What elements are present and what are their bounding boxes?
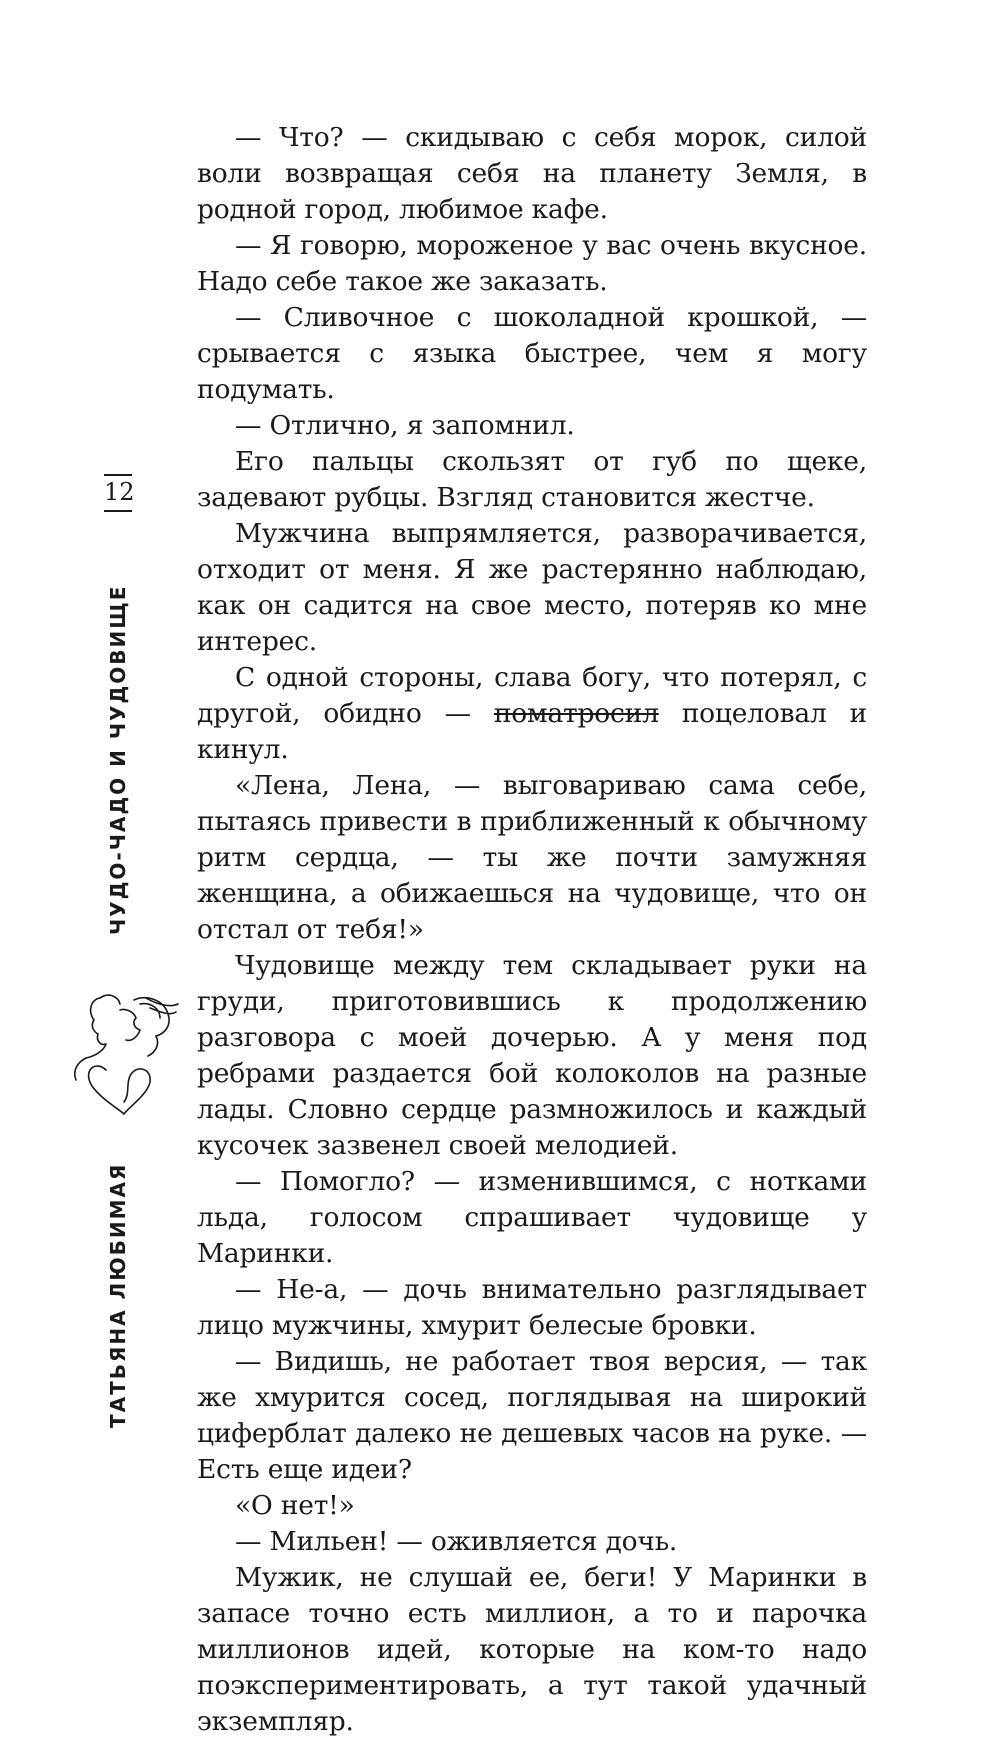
paragraph: — Мильен! — оживляется дочь. xyxy=(235,1526,678,1557)
paragraph: — Что? — скидываю с себя морок, силой воли возвращая себя на планету Земля, в родной город, любимое кафе. xyxy=(197,122,867,225)
paragraph: Его пальцы скользят от губ по щеке, задевают рубцы. Взгляд становится жестче. xyxy=(197,446,867,513)
paragraph-text: С одной стороны, слава богу, что потерял, с другой, обидно — xyxy=(197,662,867,729)
paragraph: Мужчина выпрямляется, разворачивается, отходит от меня. Я же растерянно наблюдаю, как он садится на свое место, потеряв ко мне интерес. xyxy=(197,518,867,657)
page-number: 12 xyxy=(104,478,135,506)
paragraph: — Видишь, не работает твоя версия, — так же хмурится сосед, поглядывая на широкий циферблат далеко не дешевых часов на руке. — Есть еще идеи? xyxy=(197,1346,867,1485)
paragraph-text: поцеловал и кинул. xyxy=(197,698,868,765)
running-header-author: ТАТЬЯНА ЛЮБИМАЯ xyxy=(106,1162,130,1428)
page-number-rule-bottom xyxy=(104,510,132,512)
paragraph: Чудовище между тем складывает руки на груди, приготовившись к продолжению разговора с моей дочерью. А у меня под ребрами раздается бой колоколов на разные лады. Словно сердце размножилось и каждый кусочек зазвенел своей мелодией. xyxy=(197,950,867,1161)
page-body-text xyxy=(197,120,867,1740)
paragraph: — Помогло? — изменившимся, с нотками льда, голосом спрашивает чудовище у Маринки. xyxy=(197,1166,867,1269)
page-number-rule-top xyxy=(104,474,132,476)
paragraph: Мужик, не слушай ее, беги! У Маринки в запасе точно есть миллион, а то и парочка миллионов идей, которые на ком-то надо поэкспериментировать, а тут такой удачный экземпляр. xyxy=(197,1562,867,1737)
paragraph: «О нет!» xyxy=(235,1490,355,1521)
paragraph: — Не-а, — дочь внимательно разглядывает лицо мужчины, хмурит белесые бровки. xyxy=(197,1274,867,1341)
paragraph: — Я говорю, мороженое у вас очень вкусное. Надо себе такое же заказать. xyxy=(197,230,867,297)
paragraph: — Сливочное с шоколадной крошкой, — срывается с языка быстрее, чем я могу подумать. xyxy=(197,302,867,405)
running-header-book-title: ЧУДО-ЧАДО И ЧУДОВИЩЕ xyxy=(106,584,130,935)
struck-through-word: поматросил xyxy=(493,698,659,729)
paragraph xyxy=(197,660,867,768)
paragraph: «Лена, Лена, — выговариваю сама себе, пытаясь привести в приближенный к обычному ритм сердца, — ты же почти замужняя женщина, а обижаешься на чудовище, что он отстал от тебя!» xyxy=(197,770,867,945)
line-art-couple-with-heart-icon xyxy=(60,990,180,1120)
paragraph: — Отлично, я запомнил. xyxy=(235,410,575,441)
